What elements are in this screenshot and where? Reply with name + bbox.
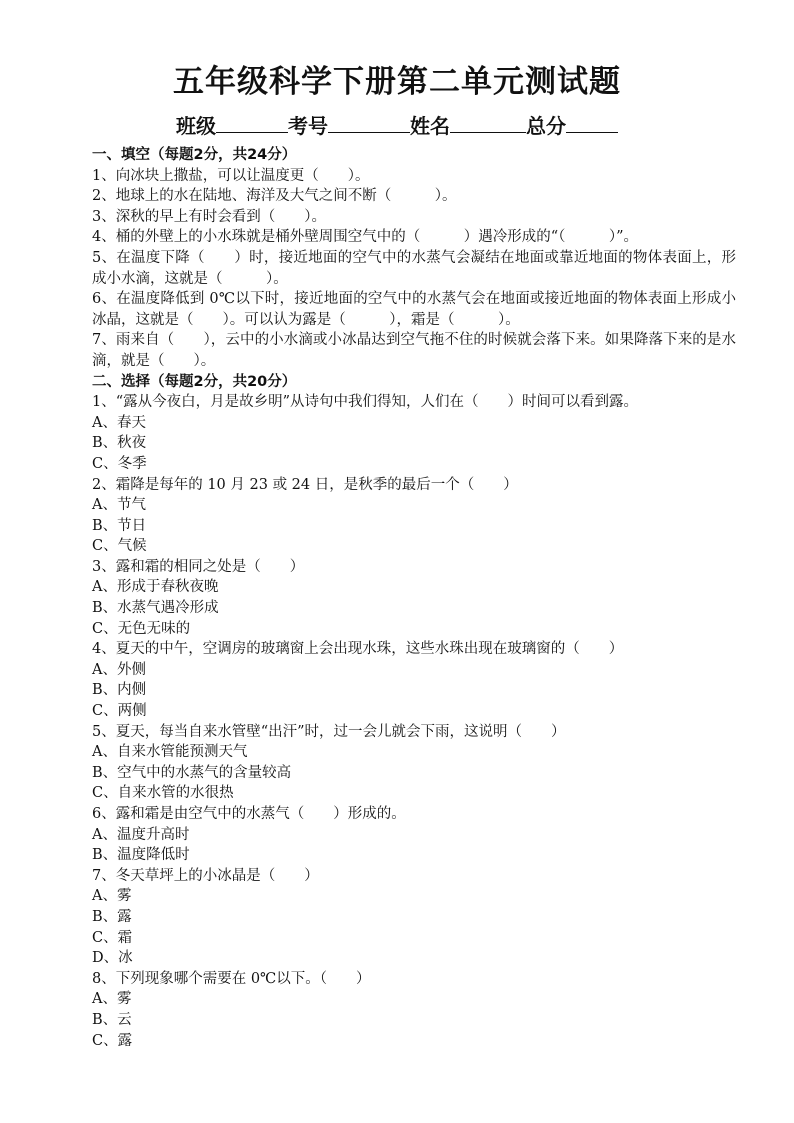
exam-no-blank[interactable] xyxy=(328,112,410,133)
fill-question: 5、在温度下降（ ）时，接近地面的空气中的水蒸气会凝结在地面或靠近地面的物体表面上，形成小水滴，这就是（ ）。 xyxy=(92,249,736,287)
exam-no-label: 考号 xyxy=(288,114,328,138)
choice-option: A、自来水管能预测天气 xyxy=(92,744,248,761)
choice-option: A、形成于春秋夜晚 xyxy=(92,579,219,596)
choice-option: B、水蒸气遇冷形成 xyxy=(92,600,219,617)
choice-option: B、温度降低时 xyxy=(92,847,190,864)
choice-option: B、秋夜 xyxy=(92,435,147,452)
choice-question-stem: 3、露和霜的相同之处是（ ） xyxy=(92,558,305,575)
name-label: 姓名 xyxy=(410,114,450,138)
fill-question: 6、在温度降低到 0℃以下时，接近地面的空气中的水蒸气会在地面或接近地面的物体表面上形成小冰晶，这就是（ ）。可以认为露是（ ），霜是（ ）。 xyxy=(92,291,736,328)
choice-option: C、露 xyxy=(92,1032,133,1049)
choice-question-stem: 2、霜降是每年的 10 月 23 或 24 日，是秋季的最后一个（ ） xyxy=(92,476,518,493)
choice-option: A、雾 xyxy=(92,991,132,1008)
student-info-line xyxy=(0,112,794,140)
choice-option: A、雾 xyxy=(92,888,132,905)
choice-question-stem: 5、夏天，每当自来水管壁“出汗”时，过一会儿就会下雨，这说明（ ） xyxy=(92,723,566,740)
name-blank[interactable] xyxy=(450,112,526,133)
choice-option: B、空气中的水蒸气的含量较高 xyxy=(92,764,292,781)
section-heading-fill-blank: 一、填空（每题2分，共24分） xyxy=(92,147,297,163)
choice-option: A、春天 xyxy=(92,414,146,431)
choice-option: C、无色无味的 xyxy=(92,620,191,637)
score-label: 总分 xyxy=(526,114,566,138)
choice-option: C、冬季 xyxy=(92,455,147,472)
fill-question: 7、雨来自（ ），云中的小水滴或小冰晶达到空气拖不住的时候就会落下来。如果降落下来的是水滴，就是（ ）。 xyxy=(92,332,736,369)
fill-question: 2、地球上的水在陆地、海洋及大气之间不断（ ）。 xyxy=(92,188,457,205)
choice-question-stem: 6、露和霜是由空气中的水蒸气（ ）形成的。 xyxy=(92,806,406,822)
score-blank[interactable] xyxy=(566,112,618,133)
choice-option: C、自来水管的水很热 xyxy=(92,785,234,802)
page-title: 五年级科学下册第二单元测试题 xyxy=(173,64,621,100)
choice-option: A、温度升高时 xyxy=(92,826,190,843)
choice-option: B、内侧 xyxy=(92,682,147,699)
choice-question-stem: 1、“露从今夜白，月是故乡明”从诗句中我们得知，人们在（ ）时间可以看到露。 xyxy=(92,394,639,411)
choice-option: B、节日 xyxy=(92,517,147,534)
choice-option: A、外侧 xyxy=(92,661,146,678)
choice-option: B、云 xyxy=(92,1011,132,1028)
fill-question: 4、桶的外壁上的小水珠就是桶外壁周围空气中的（ ）遇冷形成的“（ ）”。 xyxy=(92,229,639,246)
choice-option: D、冰 xyxy=(92,950,133,967)
choice-option: C、霜 xyxy=(92,929,133,946)
class-label: 班级 xyxy=(176,114,216,138)
choice-option: C、两侧 xyxy=(92,703,147,720)
section-heading-choice: 二、选择（每题2分，共20分） xyxy=(92,373,297,390)
choice-question-stem: 4、夏天的中午，空调房的玻璃窗上会出现水珠，这些水珠出现在玻璃窗的（ ） xyxy=(92,641,624,658)
choice-question-stem: 7、冬天草坪上的小冰晶是（ ） xyxy=(92,867,319,884)
exam-content xyxy=(62,145,736,1051)
class-blank[interactable] xyxy=(216,112,288,133)
choice-question-stem: 8、下列现象哪个需要在 0℃以下。（ ） xyxy=(92,970,371,987)
fill-question: 1、向冰块上撒盐，可以让温度更（ ）。 xyxy=(92,167,370,184)
fill-question: 3、深秋的早上有时会看到（ ）。 xyxy=(92,208,326,225)
choice-option: A、节气 xyxy=(92,497,146,514)
choice-option: B、露 xyxy=(92,908,132,925)
choice-option: C、气候 xyxy=(92,538,147,555)
